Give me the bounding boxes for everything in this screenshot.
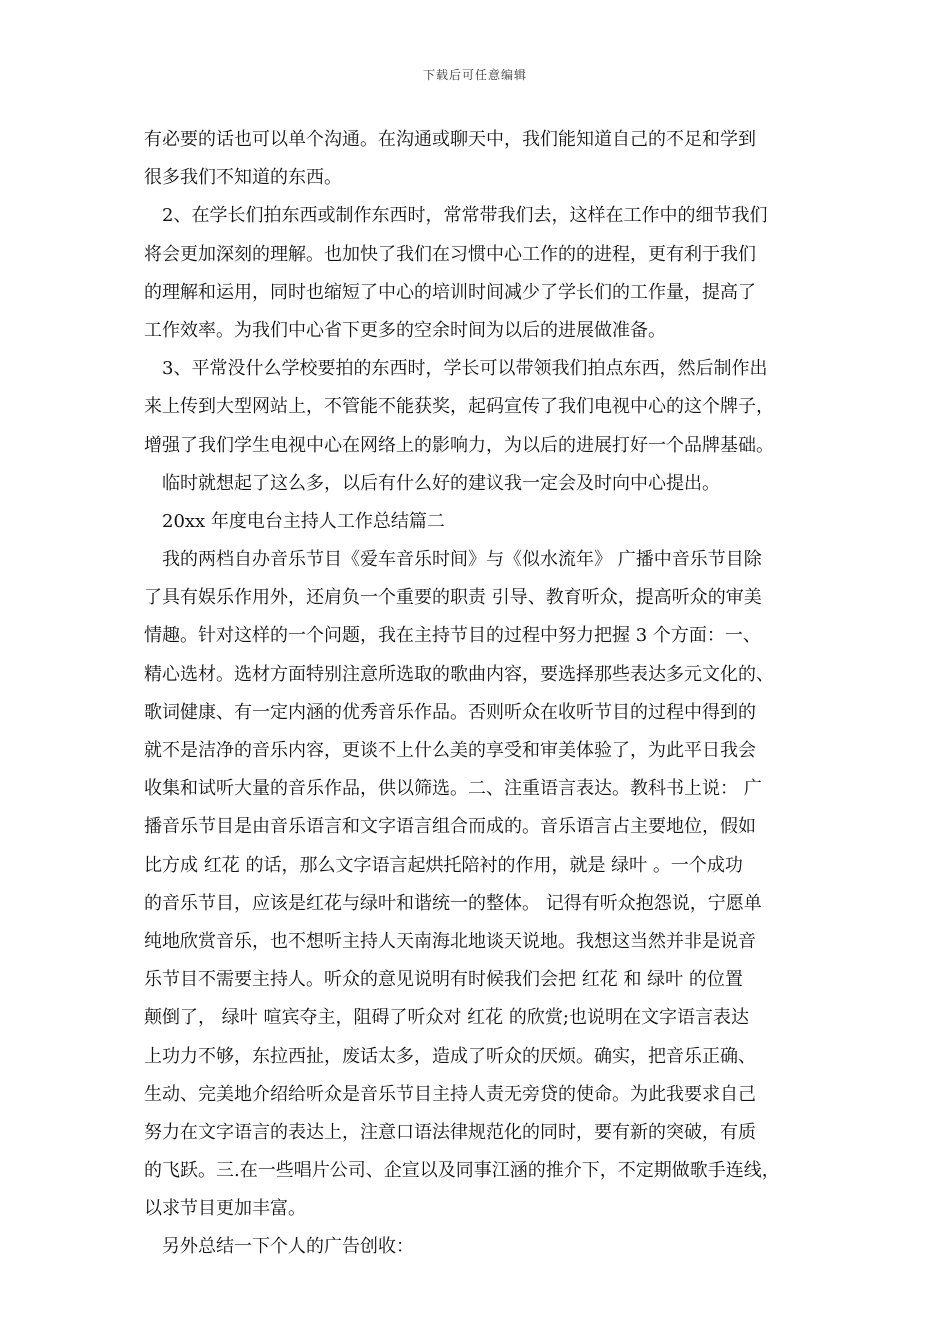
text-line: 3、平常没什么学校要拍的东西时，学长可以带领我们拍点东西，然后制作出 [162, 358, 768, 380]
text-line: 增强了我们学生电视中心在网络上的影响力，为以后的进展打好一个品牌基础。 [144, 434, 774, 456]
text-line: 乐节目不需要主持人。听众的意见说明有时候我们会把 红花 和 绿叶 的位置 [144, 969, 743, 991]
text-line: 有必要的话也可以单个沟通。在沟通或聊天中，我们能知道自己的不足和学到 [144, 129, 756, 150]
text-line: 比方成 红花 的话，那么文字语言起烘托陪衬的作用，就是 绿叶 。一个成功 [144, 854, 743, 876]
text-line: 我的两档自办音乐节目《爱车音乐时间》与《似水流年》 广播中音乐节目除 [162, 549, 762, 571]
text-line: 精心选材。选材方面特别注意所选取的歌曲内容，要选择那些表达多元文化的、 [144, 663, 774, 685]
text-line: 生动、完美地介绍给听众是音乐节目主持人责无旁贷的使命。为此我要求自己 [144, 1083, 756, 1105]
text-line: 临时就想起了这么多，以后有什么好的建议我一定会及时向中心提出。 [162, 472, 720, 494]
document-body [144, 121, 834, 1267]
text-line: 了具有娱乐作用外，还肩负一个重要的职责 引导、教育听众，提高听众的审美 [144, 587, 762, 609]
text-line: 的理解和运用，同时也缩短了中心的培训时间减少了学长们的工作量，提高了 [144, 281, 756, 303]
text-line: 努力在文字语言的表达上，注意口语法律规范化的同时，要有新的突破，有质 [144, 1121, 756, 1143]
text-line: 2、在学长们拍东西或制作东西时，常常带我们去，这样在工作中的细节我们 [162, 205, 768, 227]
text-line: 以求节目更加丰富。 [144, 1198, 306, 1220]
text-line: 20xx 年度电台主持人工作总结篇二 [162, 510, 445, 532]
text-line: 上功力不够，东拉西扯，废话太多，造成了听众的厌烦。确实，把音乐正确、 [144, 1045, 756, 1067]
text-line: 工作效率。为我们中心省下更多的空余时间为以后的进展做准备。 [144, 319, 666, 341]
text-line: 收集和试听大量的音乐作品，供以筛选。二、注重语言表达。教科书上说： 广 [144, 778, 762, 800]
text-line: 将会更加深刻的理解。也加快了我们在习惯中心工作的的进程，更有利于我们 [144, 243, 756, 265]
text-line: 的音乐节目，应该是红花与绿叶和谐统一的整体。 记得有听众抱怨说，宁愿单 [144, 892, 762, 914]
text-line: 颠倒了， 绿叶 喧宾夺主，阻碍了听众对 红花 的欣赏;也说明在文字语言表达 [144, 1007, 749, 1029]
page-header: 下载后可任意编辑 [422, 68, 527, 82]
text-line: 很多我们不知道的东西。 [144, 167, 342, 189]
text-line: 播音乐节目是由音乐语言和文字语言组合而成的。音乐语言占主要地位，假如 [144, 816, 756, 838]
text-line: 来上传到大型网站上，不管能不能获奖，起码宣传了我们电视中心的这个牌子， [144, 396, 774, 418]
text-line: 情趣。针对这样的一个问题，我在主持节目的过程中努力把握 3 个方面：一、 [144, 625, 761, 647]
text-line: 的飞跃。三.在一些唱片公司、企宣以及同事江涵的推介下，不定期做歌手连线， [144, 1160, 780, 1182]
text-line: 就不是洁净的音乐内容，更谈不上什么美的享受和审美体验了，为此平日我会 [144, 740, 756, 761]
text-line: 另外总结一下个人的广告创收： [162, 1236, 414, 1258]
text-line: 纯地欣赏音乐，也不想听主持人天南海北地谈天说地。我想这当然并非是说音 [144, 930, 756, 952]
text-line: 歌词健康、有一定内涵的优秀音乐作品。否则听众在收听节目的过程中得到的 [144, 701, 756, 723]
